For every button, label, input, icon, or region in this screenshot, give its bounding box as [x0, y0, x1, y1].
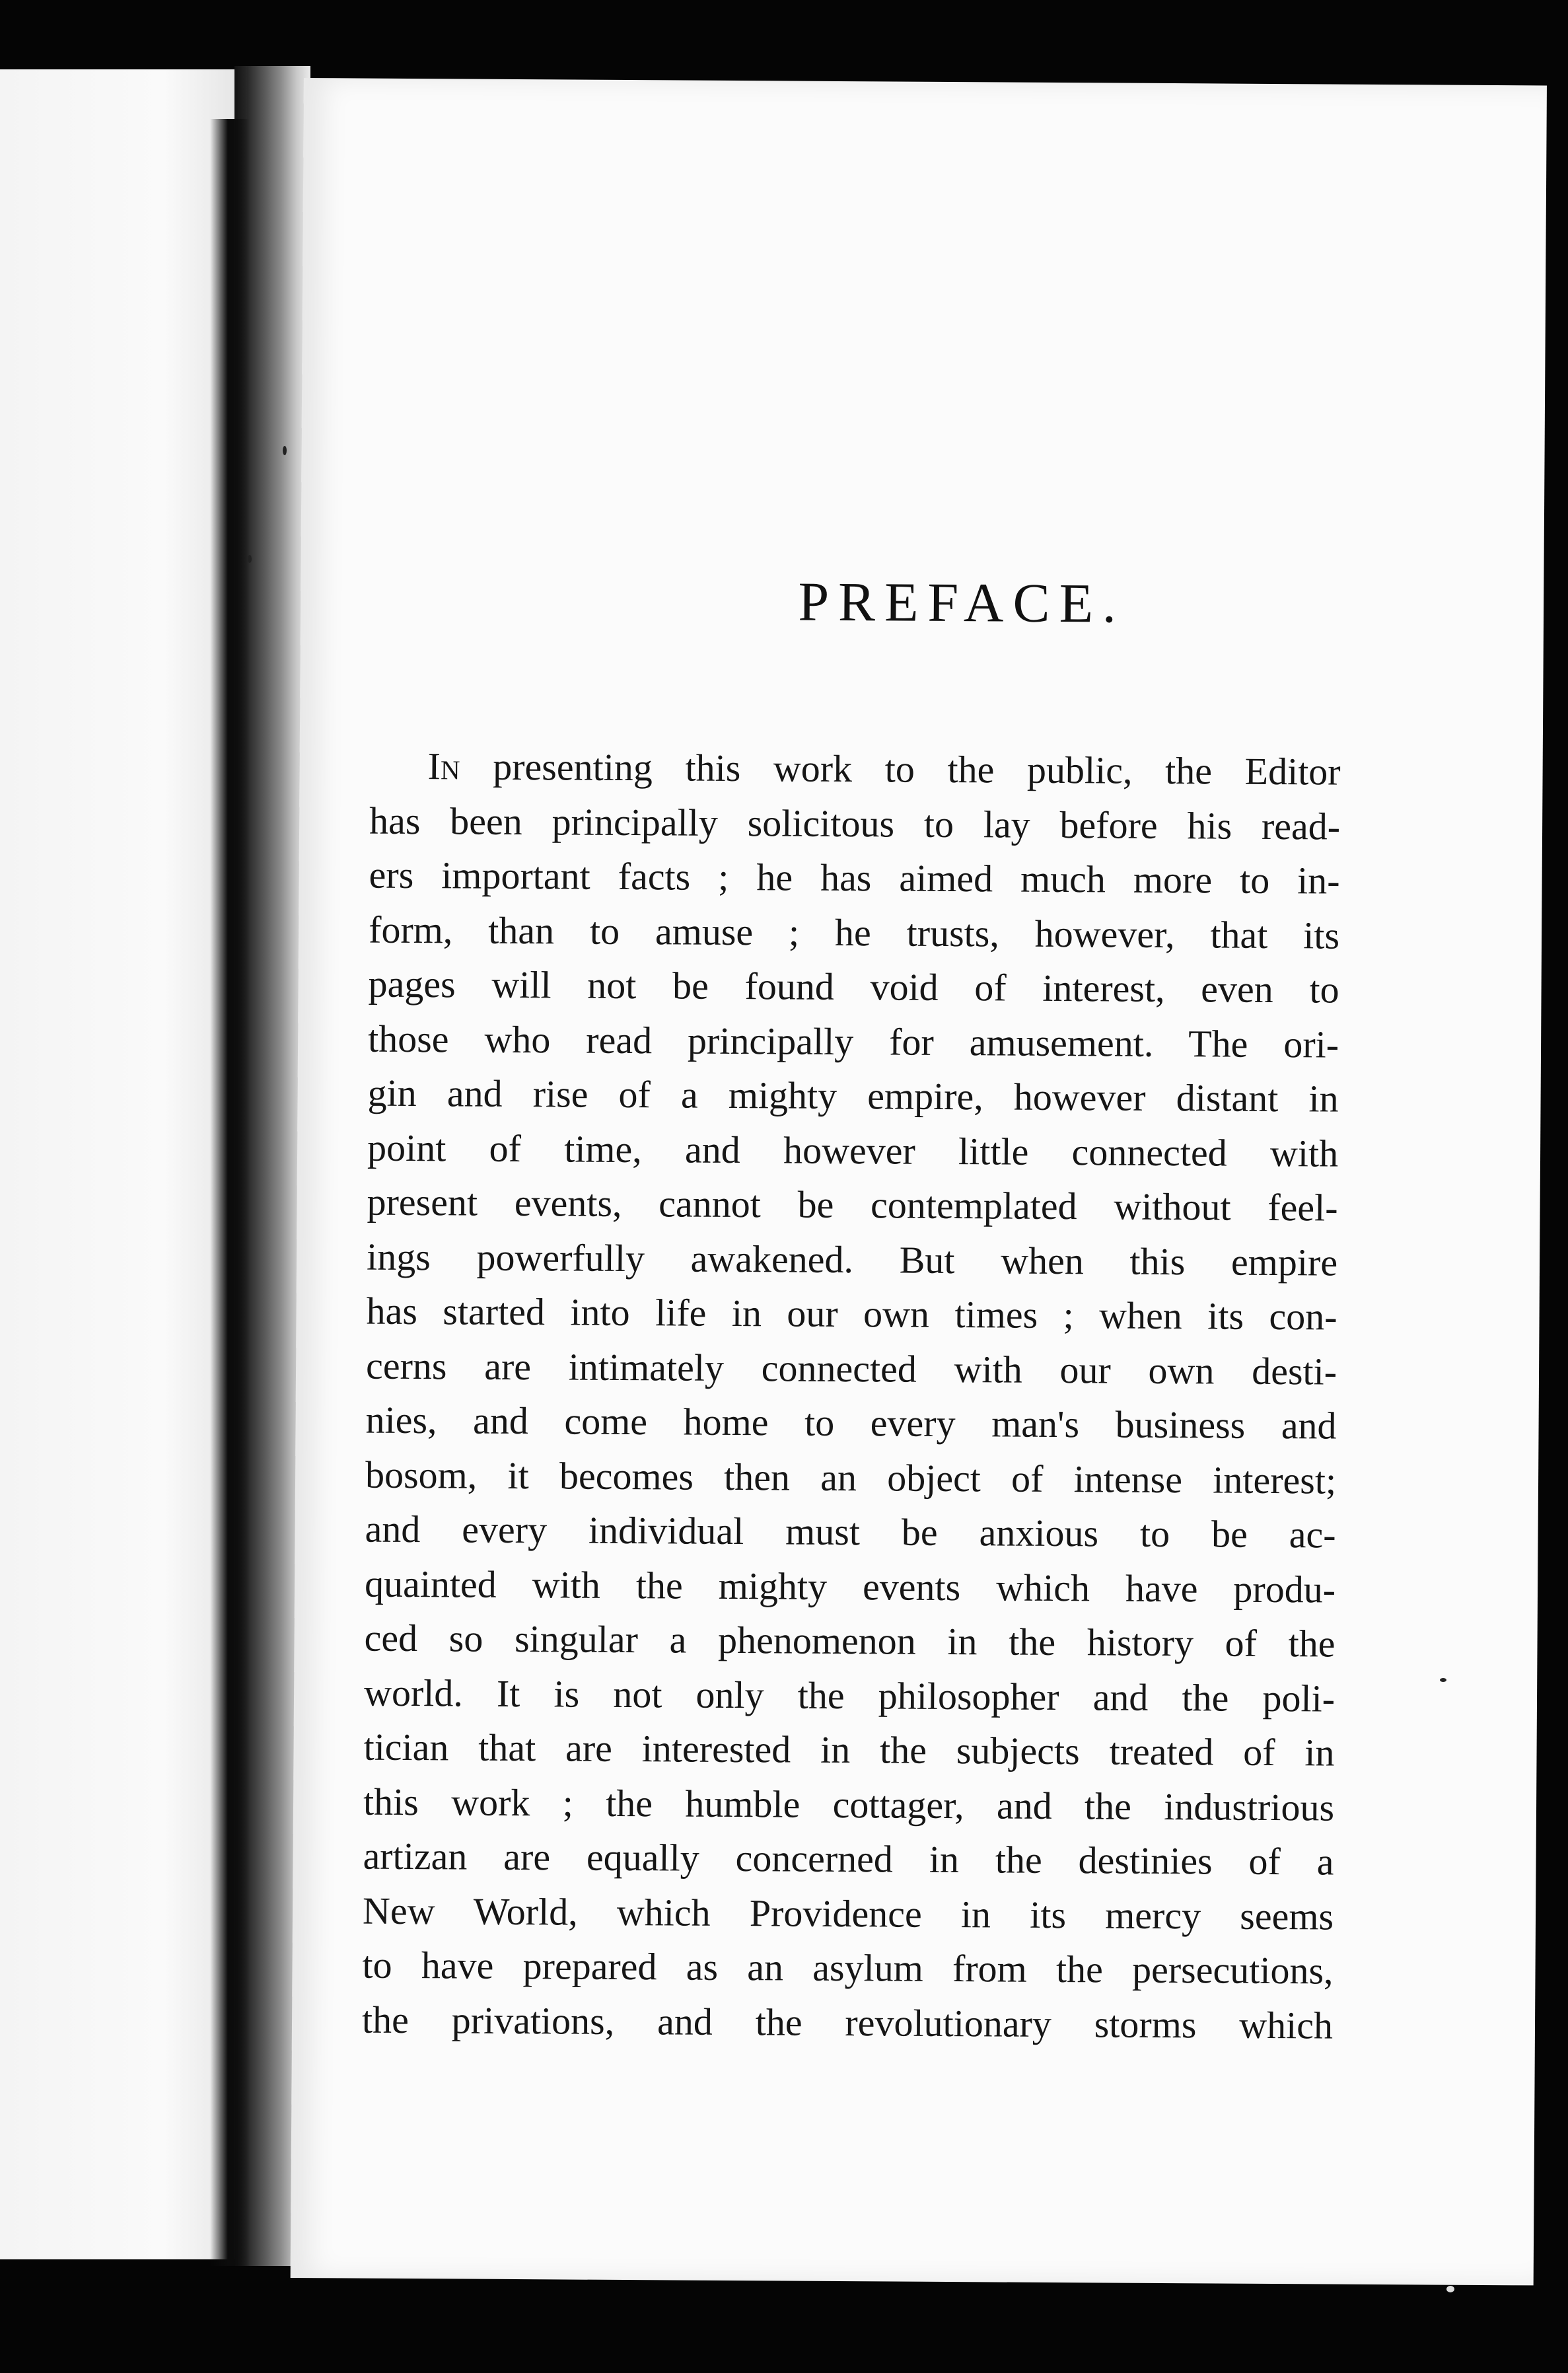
text-line-20: this work ; the humble cottager, and the industrious	[363, 1780, 1335, 1829]
text-line-21: artizan are equally concerned in the destinies of a	[363, 1834, 1334, 1883]
text-line-14: bosom, it becomes then an object of intense interest;	[365, 1453, 1337, 1502]
text-line-22: New World, which Providence in its mercy seems	[362, 1889, 1334, 1938]
text-line-15: and every individual must be anxious to be ac-	[365, 1507, 1336, 1556]
text-line-2: has been principally solicitous to lay before his read-	[369, 799, 1341, 848]
opening-word-small-caps: In	[427, 745, 460, 788]
text-line-16: quainted with the mighty events which have produ-	[364, 1562, 1336, 1611]
text-line-12: cerns are intimately connected with our own desti-	[365, 1344, 1337, 1393]
paper-speck	[248, 555, 252, 563]
text-line-1: In presenting this work to the public, the Editor	[427, 745, 1341, 793]
binding-gutter-line	[210, 119, 250, 2266]
text-line-4: form, than to amuse ; he trusts, however, that its	[368, 908, 1340, 957]
preface-body	[362, 739, 1341, 2053]
text-line-13: nies, and come home to every man's business and	[365, 1398, 1337, 1447]
preface-page	[291, 78, 1547, 2285]
text-line-18: world. It is not only the philosopher and the poli-	[363, 1671, 1336, 1720]
paper-speck	[1446, 2286, 1454, 2292]
text-line-9: present events, cannot be contemplated without feel-	[367, 1180, 1338, 1229]
text-line-23: to have prepared as an asylum from the persecutions,	[362, 1943, 1334, 1992]
text-line-19: tician that are interested in the subjects treated of in	[363, 1725, 1335, 1774]
text-line-7: gin and rise of a mighty empire, however distant in	[367, 1071, 1339, 1120]
facing-page	[0, 69, 234, 2259]
text-line-3: ers important facts ; he has aimed much more to in-	[369, 853, 1340, 902]
text-line-6: those who read principally for amusement. The ori-	[367, 1017, 1339, 1066]
text-line-24: the privations, and the revolutionary storms which	[361, 1998, 1334, 2047]
text-line-17: ced so singular a phenomenon in the history of the	[364, 1616, 1336, 1665]
text-line-11: has started into life in our own times ; when its con-	[366, 1289, 1337, 1338]
page-title: PREFACE.	[798, 571, 1126, 635]
text-line-8: point of time, and however little connected with	[367, 1126, 1339, 1175]
text-line-5: pages will not be found void of interest, even to	[368, 962, 1339, 1011]
text-line-10: ings powerfully awakened. But when this empire	[366, 1235, 1338, 1284]
paper-speck	[283, 446, 287, 455]
paper-speck	[1440, 1678, 1446, 1682]
